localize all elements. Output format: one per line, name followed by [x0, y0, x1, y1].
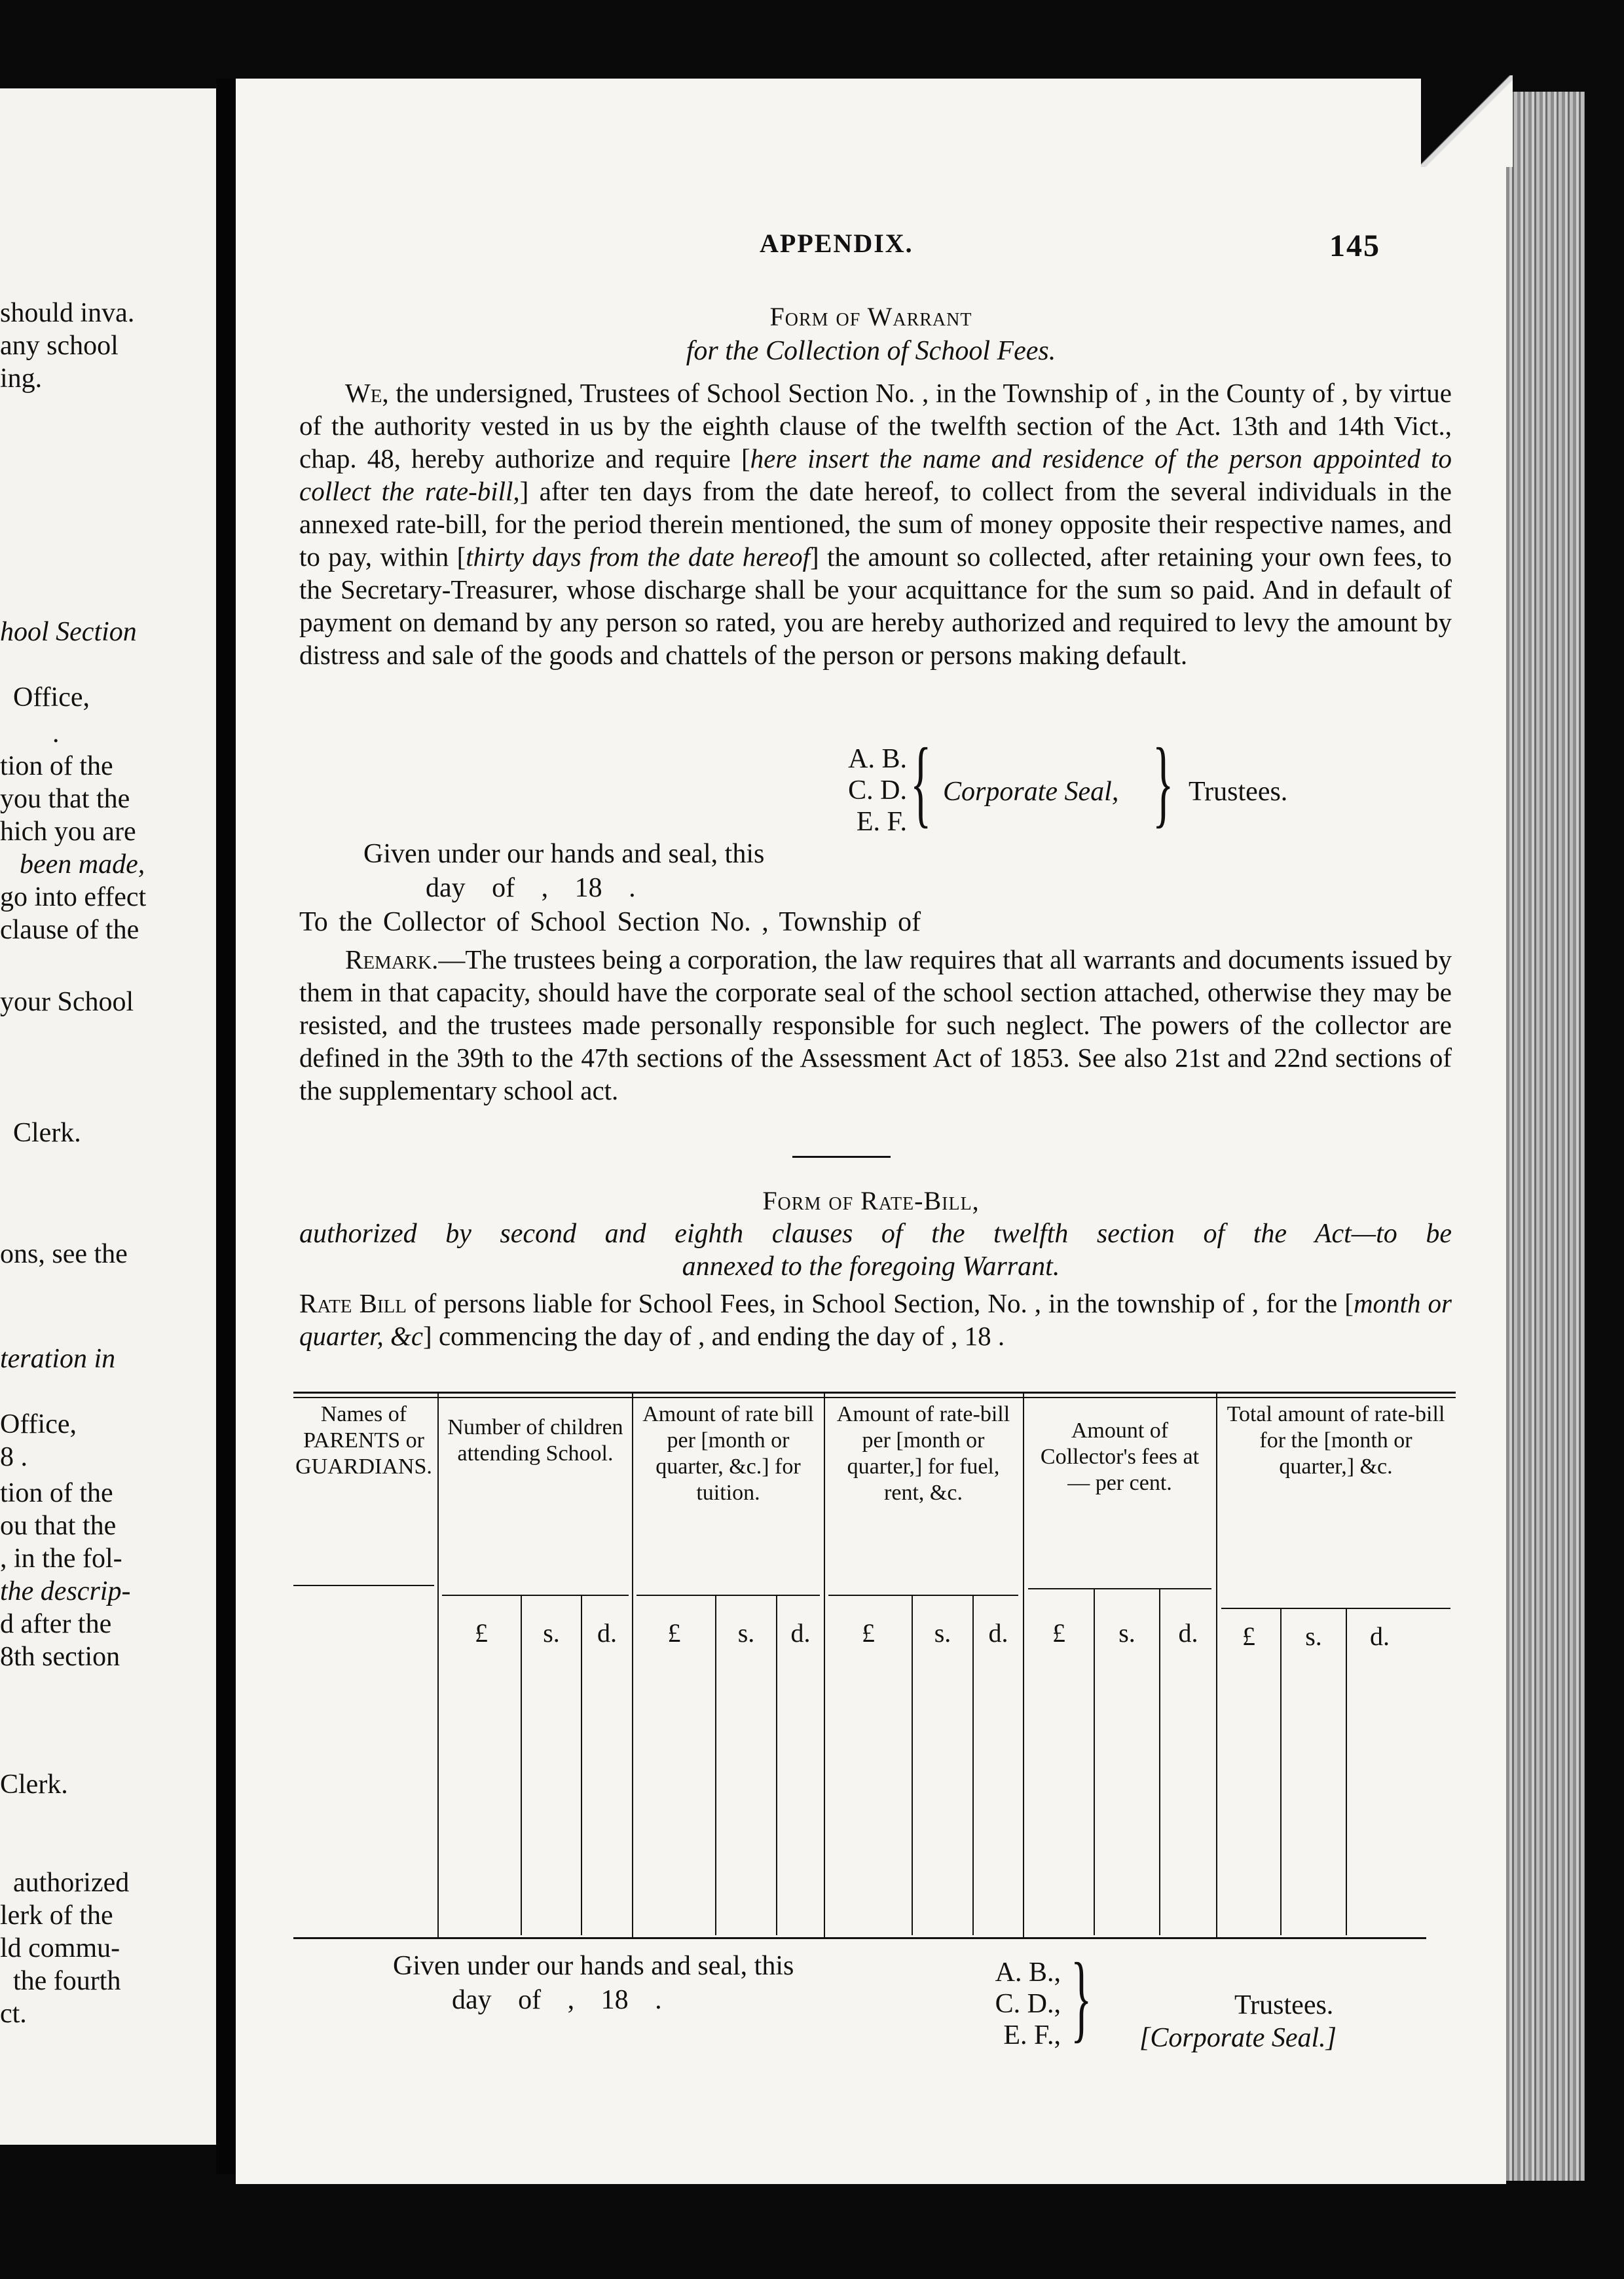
- table-top-rule: [293, 1392, 1456, 1394]
- trustees-label: Trustees.: [1234, 1990, 1334, 2020]
- left-line: Clerk.: [0, 1769, 68, 1800]
- header-rule: [293, 1585, 434, 1586]
- warrant-body: [299, 377, 1452, 671]
- col-divider: [437, 1394, 439, 1937]
- left-line: hich you are: [0, 817, 136, 847]
- warrant-text: ] after ten days from the date hereof, to collect from the several individuals in the annexed rate-bill, for the period therein mentioned, the sum of money opposite their respective names, and to pay, within [: [299, 476, 1452, 572]
- currency-shilling: s.: [1118, 1618, 1135, 1648]
- left-line: ing.: [0, 363, 43, 394]
- corporate-seal: [Corporate Seal.]: [1139, 2023, 1337, 2053]
- left-line: .: [52, 718, 60, 749]
- signature-brace: }: [1071, 1943, 1092, 2052]
- corporate-seal: Corporate Seal,: [943, 777, 1119, 807]
- section-divider: [792, 1156, 891, 1158]
- left-line: hool Section: [0, 617, 137, 647]
- left-line: your School: [0, 987, 134, 1017]
- left-line: ou that the: [0, 1511, 117, 1541]
- warrant-text: ] the amount so collected, after retaining your own fees, to the Secretary-Treasurer, whose discharge shall be your acquittance for the sum so paid. And in default of payment on demand by any person so rated, you are hereby authorized and required to levy the amount by distress and sale of the goods and chattels of the person or persons making default.: [299, 542, 1452, 670]
- left-line: Clerk.: [13, 1118, 81, 1148]
- col-children-header: Number of children attending School.: [447, 1415, 623, 1466]
- signer: E. F.,: [1003, 2020, 1061, 2050]
- warrant-text: , the undersigned, Trustees of School Section No. , in the Township of , in the County of , by virtue of the authority vested in us by the eighth clause of the twelfth section of the Act. 13th and 14th Vict., chap. 48, hereby authorize and require [: [299, 378, 1452, 473]
- to-collector: To the Collector of School Section No. , Township of: [299, 907, 921, 937]
- col-fuel-header: Amount of rate-bill per [month or quarter,] for fuel, rent, &c.: [836, 1402, 1010, 1505]
- left-brace: {: [910, 728, 932, 837]
- left-line: go into effect: [0, 882, 147, 912]
- col-divider: [632, 1394, 633, 1937]
- rate-bill-lead: Rate Bill: [299, 1288, 407, 1318]
- header-rule: [1221, 1608, 1450, 1609]
- currency-pound: £: [862, 1618, 875, 1648]
- header-rule: [637, 1595, 820, 1596]
- signer: C. D.,: [995, 1989, 1061, 2019]
- warrant-subtitle: for the Collection of School Fees.: [686, 336, 1056, 366]
- left-line: ct.: [0, 1999, 27, 2029]
- header-rule: [1028, 1588, 1211, 1589]
- currency-shilling: s.: [737, 1618, 755, 1648]
- col-divider: [824, 1394, 825, 1937]
- left-line: the descrip-: [0, 1576, 131, 1606]
- left-line: Office,: [13, 682, 90, 713]
- currency-pence: d.: [790, 1618, 811, 1648]
- remark-lead: Remark.: [345, 944, 439, 974]
- book-gutter: [216, 79, 236, 2174]
- header-rule: [828, 1595, 1018, 1596]
- rate-bill-body: [299, 1287, 1452, 1352]
- rate-bill-subtitle-1: authorized by second and eighth clauses of the twelfth section of the Act—to be: [299, 1219, 1452, 1249]
- currency-pound: £: [667, 1618, 681, 1648]
- left-line: the fourth: [13, 1966, 121, 1996]
- currency-pound: £: [1052, 1618, 1065, 1648]
- given-line: Given under our hands and seal, this: [363, 839, 765, 869]
- left-line: clause of the: [0, 915, 139, 945]
- warrant-italic: thirty days from the date hereof: [466, 542, 811, 572]
- folded-corner: [1421, 75, 1513, 167]
- signer: E. F.: [856, 807, 907, 837]
- left-line: any school: [0, 331, 119, 361]
- signer: A. B.: [848, 744, 907, 774]
- left-line: ld commu-: [0, 1933, 120, 1963]
- left-line: been made,: [20, 849, 145, 880]
- left-line: should inva.: [0, 298, 135, 328]
- remark-text: —The trustees being a corporation, the law requires that all warrants and documents issued by them in that capacity, should have the corporate seal of the school section attached, otherwise they may be resisted, and the trustees made personally responsible for such neglect. The powers of the collector are defined in the 39th to the 47th sections of the Assessment Act of 1853. See also 21st and 22nd sections of the supplementary school act.: [299, 944, 1452, 1105]
- warrant-lead: We: [345, 378, 382, 408]
- warrant-italic: here insert the name and residence of the person appointed to collect the rate-bill,: [299, 443, 1452, 506]
- col-total-header: Total amount of rate-bill for the [month or quarter,] &c.: [1227, 1402, 1445, 1479]
- left-line: you that the: [0, 784, 130, 814]
- running-head: APPENDIX.: [760, 229, 913, 258]
- col-tuition-header: Amount of rate bill per [month or quarter, &c.] for tuition.: [642, 1402, 814, 1505]
- right-brace: }: [1153, 728, 1174, 837]
- left-line: tion of the: [0, 1478, 113, 1508]
- date-line: day of , 18 .: [452, 1985, 662, 2015]
- page-145: [236, 79, 1506, 2184]
- rate-bill-signers: [982, 1957, 1061, 2051]
- header-rule: [442, 1595, 629, 1596]
- rate-bill-italic: month or quarter, &c: [299, 1288, 1452, 1351]
- currency-pound: £: [475, 1618, 488, 1648]
- left-line: 8 .: [0, 1442, 28, 1472]
- page-edges: [1506, 92, 1585, 2181]
- left-line: lerk of the: [0, 1900, 113, 1931]
- col-fees-header: Amount of Collector's fees at — per cent.: [1040, 1418, 1200, 1495]
- left-line: teration in: [0, 1344, 116, 1374]
- left-line: d after the: [0, 1609, 112, 1639]
- currency-pence: d.: [988, 1618, 1008, 1648]
- rate-bill-title: Form of Rate-Bill,: [762, 1186, 980, 1215]
- currency-pence: d.: [1178, 1618, 1198, 1648]
- table-bottom-rule: [293, 1937, 1426, 1939]
- previous-page-fragment: [0, 88, 216, 2145]
- left-line: 8th section: [0, 1642, 120, 1672]
- page-number: 145: [1329, 229, 1380, 263]
- left-line: Office,: [0, 1409, 77, 1439]
- currency-shilling: s.: [1305, 1621, 1322, 1651]
- remark: [299, 943, 1452, 1107]
- col-divider: [1023, 1394, 1024, 1937]
- currency-shilling: s.: [543, 1618, 560, 1648]
- table-top-rule-2: [293, 1397, 1456, 1398]
- warrant-title: Form of Warrant: [769, 302, 972, 331]
- date-line: day of , 18 .: [426, 873, 636, 903]
- left-line: authorized: [13, 1868, 130, 1898]
- signer: C. D.: [848, 775, 907, 806]
- left-line: ons, see the: [0, 1239, 128, 1269]
- signer: A. B.,: [995, 1957, 1061, 1988]
- rate-bill-subtitle-2: annexed to the foregoing Warrant.: [682, 1251, 1060, 1282]
- given-line: Given under our hands and seal, this: [393, 1951, 794, 1981]
- sub-divider: [1346, 1608, 1347, 1935]
- col-divider: [1216, 1394, 1217, 1937]
- left-line: tion of the: [0, 751, 113, 781]
- currency-pence: d.: [1370, 1621, 1390, 1651]
- rate-bill-text: of persons liable for School Fees, in School Section, No. , in the township of , for the [: [407, 1288, 1354, 1318]
- col-names-header: Names of PARENTS or GUARDIANS.: [295, 1402, 432, 1479]
- left-line: , in the fol-: [0, 1544, 122, 1574]
- rate-bill-text: ] commencing the day of , and ending the day of , 18 .: [423, 1321, 1005, 1351]
- currency-shilling: s.: [934, 1618, 951, 1648]
- sub-divider: [1280, 1608, 1282, 1935]
- currency-pence: d.: [597, 1618, 617, 1648]
- trustees-label: Trustees.: [1189, 777, 1288, 807]
- currency-pound: £: [1242, 1621, 1255, 1651]
- warrant-signers: [835, 743, 907, 838]
